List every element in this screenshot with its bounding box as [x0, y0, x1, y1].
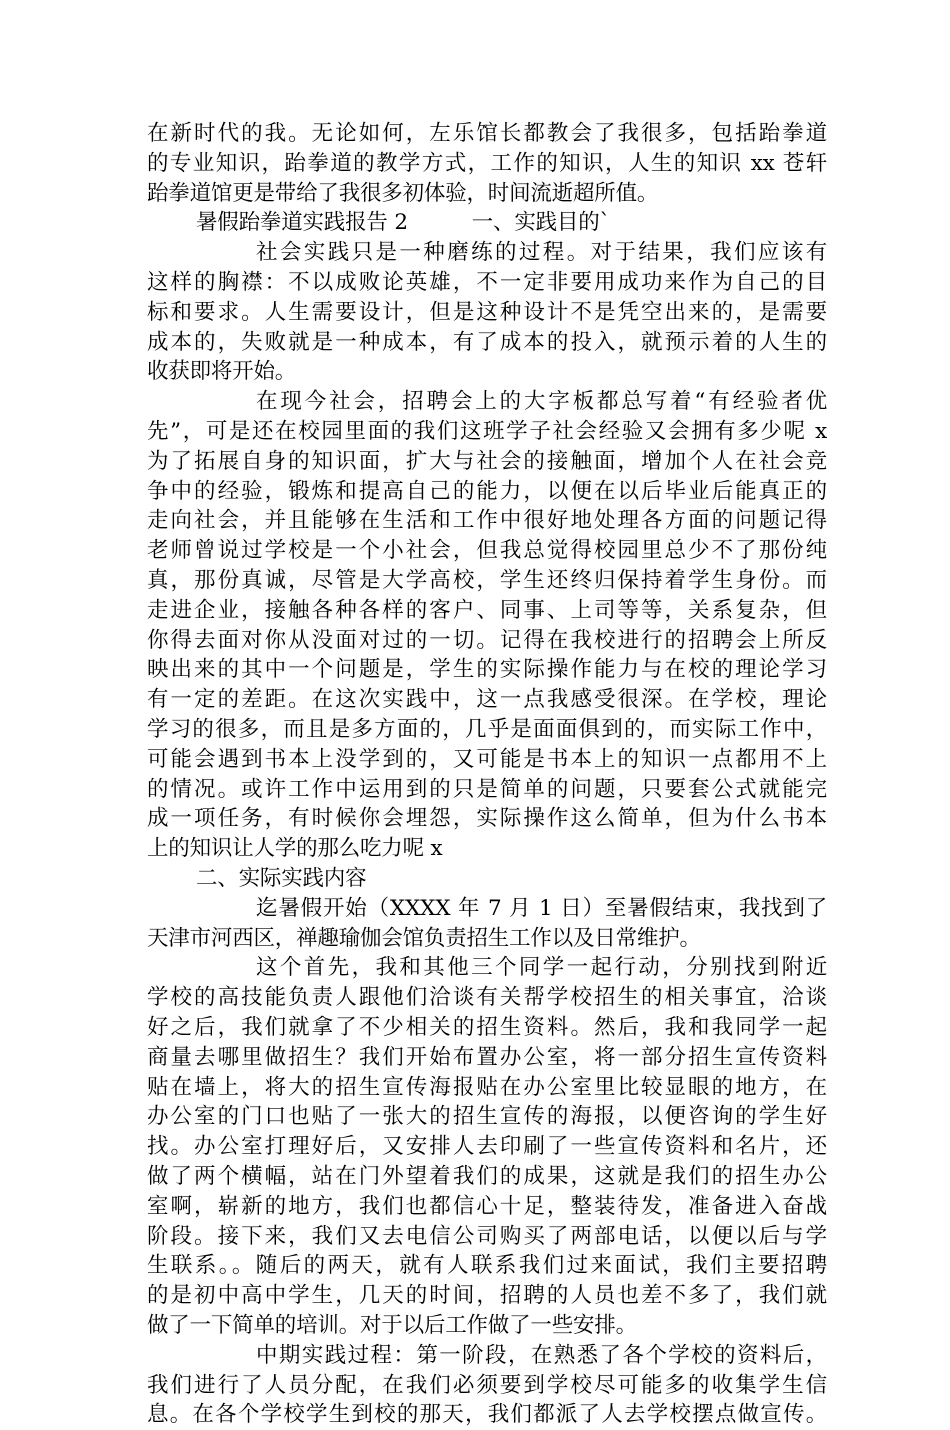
text-line: 这样的胸襟：不以成败论英雄，不一定非要用成功来作为自己的目: [147, 270, 827, 295]
text-line: 有一定的差距。在这次实践中，这一点我感受很深。在学校，理论: [147, 687, 827, 712]
text-line: 社会实践只是一种磨练的过程。对于结果，我们应该有: [256, 240, 827, 265]
text-line: 迄暑假开始（XXXX 年 7 月 1 日）至暑假结束，我找到了: [256, 896, 827, 921]
text-line: 的专业知识，跆拳道的教学方式，工作的知识，人生的知识 xx 苍轩: [147, 151, 827, 176]
text-line: 走向社会，并且能够在生活和工作中很好地处理各方面的问题记得: [147, 508, 827, 533]
text-line: 先”，可是还在校园里面的我们这班学子社会经验又会拥有多少呢 x: [147, 419, 827, 444]
text-line: 办公室的门口也贴了一张大的招生宣传的海报，以便咨询的学生好: [147, 1104, 827, 1129]
text-line: 中期实践过程：第一阶段，在熟悉了各个学校的资料后，: [256, 1343, 827, 1368]
text-line: 你得去面对你从没面对过的一切。记得在我校进行的招聘会上所反: [147, 628, 827, 653]
text-line: 二、实际实践内容: [196, 866, 367, 891]
text-line: 生联系。。随后的两天，就有人联系我们过来面试，我们主要招聘: [147, 1253, 827, 1278]
text-line: 学校的高技能负责人跟他们洽谈有关帮学校招生的相关事宜，洽谈: [147, 985, 827, 1010]
text-line: 学习的很多，而且是多方面的，几乎是面面俱到的，而实际工作中，: [147, 717, 827, 742]
text-line: 好之后，我们就拿了不少相关的招生资料。然后，我和我同学一起: [147, 1015, 827, 1040]
text-line: 真，那份真诚，尽管是大学高校，学生还终归保持着学生身份。而: [147, 568, 827, 593]
text-line: 上的知识让人学的那么吃力呢 x: [147, 836, 443, 861]
text-line: 天津市河西区，禅趣瑜伽会馆负责招生工作以及日常维护。: [147, 926, 701, 951]
text-line: 可能会遇到书本上没学到的，又可能是书本上的知识一点都用不上: [147, 747, 827, 772]
text-line: 的情况。或许工作中运用到的只是简单的问题，只要套公式就能完: [147, 777, 827, 802]
text-line: 贴在墙上，将大的招生宣传海报贴在办公室里比较显眼的地方，在: [147, 1075, 827, 1100]
text-line: 映出来的其中一个问题是，学生的实际操作能力与在校的理论学习: [147, 657, 827, 682]
text-line: 商量去哪里做招生？我们开始布置办公室，将一部分招生宣传资料: [147, 1045, 827, 1070]
text-line: 找。办公室打理好后，又安排人去印刷了一些宣传资料和名片，还: [147, 1134, 827, 1159]
text-line: 跆拳道馆更是带给了我很多初体验，时间流逝超所值。: [147, 181, 659, 206]
text-line: 成本的，失败就是一种成本，有了成本的投入，就预示着的人生的: [147, 330, 827, 355]
text-line: 走进企业，接触各种各样的客户、同事、上司等等，关系复杂，但: [147, 598, 827, 623]
text-line: 息。在各个学校学生到校的那天，我们都派了人去学校摆点做宣传。: [147, 1402, 827, 1427]
text-line: 争中的经验，锻炼和提高自己的能力，以便在以后毕业后能真正的: [147, 479, 827, 504]
text-line: 在新时代的我。无论如何，左乐馆长都教会了我很多，包括跆拳道: [147, 121, 827, 146]
text-line: 成一项任务，有时候你会埋怨，实际操作这么简单，但为什么书本: [147, 806, 827, 831]
text-line: 在现今社会，招聘会上的大字板都总写着“有经验者优: [256, 389, 827, 414]
text-line: 暑假跆拳道实践报告 2 一、实践目的`: [196, 210, 611, 235]
text-line: 这个首先，我和其他三个同学一起行动，分别找到附近: [256, 955, 827, 980]
text-line: 做了两个横幅，站在门外望着我们的成果，这就是我们的招生办公: [147, 1164, 827, 1189]
text-line: 标和要求。人生需要设计，但是这种设计不是凭空出来的，是需要: [147, 300, 827, 325]
text-line: 阶段。接下来，我们又去电信公司购买了两部电话，以便以后与学: [147, 1224, 827, 1249]
text-line: 的是初中高中学生，几天的时间，招聘的人员也差不多了，我们就: [147, 1283, 827, 1308]
text-line: 做了一下简单的培训。对于以后工作做了一些安排。: [147, 1313, 637, 1338]
text-line: 室啊，崭新的地方，我们也都信心十足，整装待发，准备进入奋战: [147, 1194, 827, 1219]
text-line: 老师曾说过学校是一个小社会，但我总觉得校园里总少不了那份纯: [147, 538, 827, 563]
text-line: 收获即将开始。: [147, 359, 297, 384]
text-line: 我们进行了人员分配，在我们必须要到学校尽可能多的收集学生信: [147, 1373, 827, 1398]
text-line: 为了拓展自身的知识面，扩大与社会的接触面，增加个人在社会竞: [147, 449, 827, 474]
